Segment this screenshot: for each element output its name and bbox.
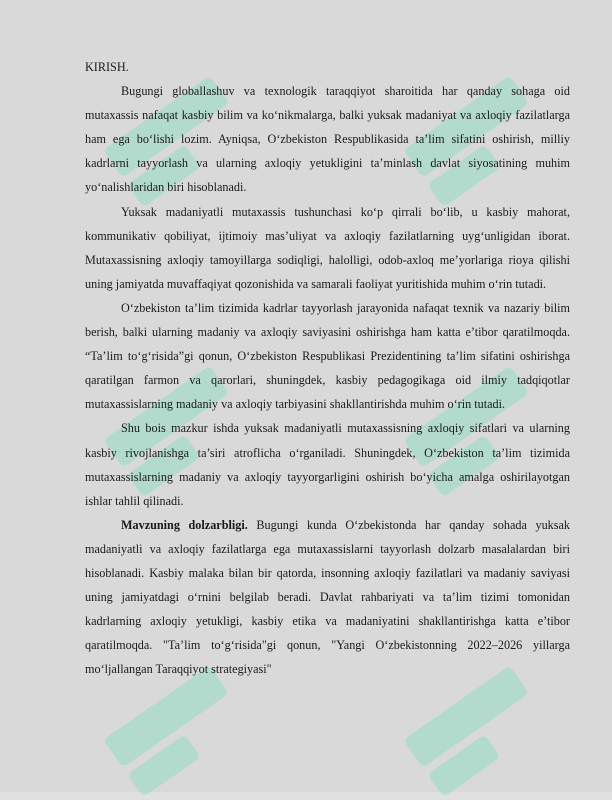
paragraph-text: Yuksak madaniyatli mutaxassis tushunchasi ko‘p qirrali bo‘lib, u kasbiy mahorat, kommunikativ qobiliyat, ijtimoiy mas’uliyat va axloqiy fazilatlarning uyg‘unligidan iborat. Mutaxassisning axloqiy tamoyillarga sodiqligi, halolligi, odob-axloq me’yorlariga rioya qilishi uning jamiyatda muvaffaqiyat qozonishida va samarali faoliyat yuritishida muhim o‘rin tutadi. [85, 204, 570, 291]
paragraph-text: Bugungi globallashuv va texnologik taraqqiyot sharoitida har qanday sohaga oid mutaxassis nafaqat kasbiy bilim va ko‘nikmalarga, balki yuksak madaniyat va axloqiy fazilatlarga ham ega bo‘lishi lozim. Ayniqsa, O‘zbekiston Respublikasida ta’lim sifatini oshirish, milliy kadrlarni tayyorlash va ularning axloqiy yetukligini ta’minlash davlat siyosatining muhim yo‘nalishlaridan biri hisoblanadi. [85, 84, 570, 195]
paragraph-text: Shu bois mazkur ishda yuksak madaniyatli mutaxassisning axloqiy sifatlari va ularning kasbiy rivojlanishga ta’siri atroflicha o‘rganiladi. Shuningdek, O‘zbekiston ta’lim tizimida mutaxassislarning madaniy va axloqiy tayyorgarligini oshirish bo‘yicha amalga oshirilayotgan ishlar tahlil qilinadi. [85, 421, 570, 508]
paragraph [85, 296, 570, 416]
paragraph-text: O‘zbekiston ta’lim tizimida kadrlar tayyorlash jarayonida nafaqat texnik va nazariy bilim berish, balki ularning madaniy va axloqiy saviyasini oshirishga ham katta e’tibor qaratilmoqda. “Ta’lim to‘g‘risida”gi qonun, O‘zbekiston Respublikasi Prezidentining ta’lim sifatini oshirishga qaratilgan farmon va qarorlari, shuningdek, kasbiy pedagogikaga oid ilmiy tadqiqotlar mutaxassislarning madaniy va axloqiy tarbiyasini shakllantirishda muhim o‘rin tutadi. [85, 300, 570, 412]
paragraph [85, 513, 570, 682]
paragraph [85, 200, 570, 296]
paragraph-bold-lead: Mavzuning dolzarbligi. [121, 517, 248, 532]
paragraph [85, 79, 570, 199]
paragraph [85, 416, 570, 512]
document-body [85, 55, 570, 681]
section-heading: KIRISH. [85, 60, 129, 74]
paragraph-text: Bugungi kunda O‘zbekistonda har qanday sohada yuksak madaniyatli va axloqiy fazilatlarga ega mutaxassislarni tayyorlash dolzarb masalalardan biri hisoblanadi. Kasbiy malaka bilan bir qatorda, insonning axloqiy fazilatlari va madaniy saviyasi uning jamiyatdagi o‘rnini belgilab beradi. Davlat rahbariyati va ta’lim tizimi tomonidan kadrlarning axloqiy yetukligi, kasbiy etika va madaniyatini shakllantirishga katta e’tibor qaratilmoqda. "Ta’lim to‘g‘risida"gi qonun, "Yangi O‘zbekistonning 2022–2026 yillarga mo‘ljallangan Taraqqiyot strategiyasi" [85, 517, 570, 677]
